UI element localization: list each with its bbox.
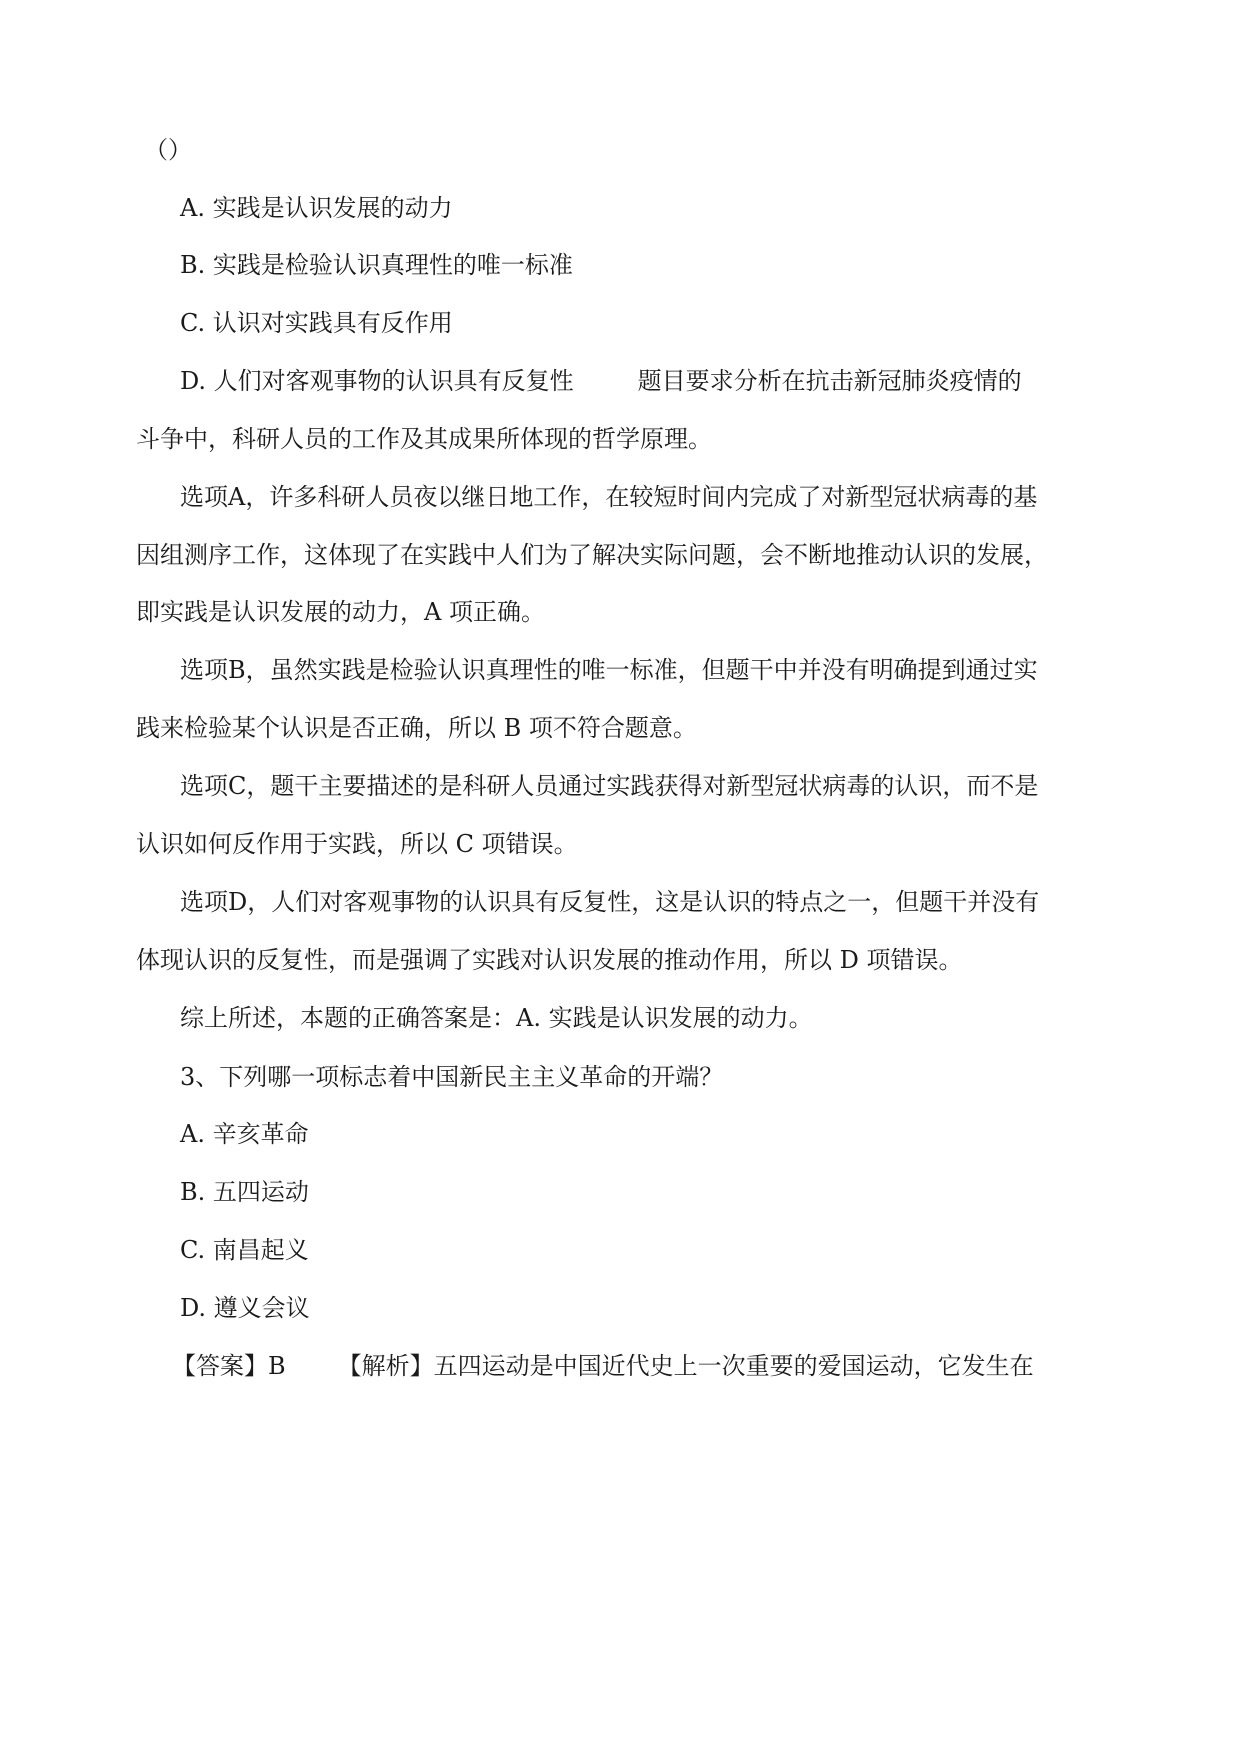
q3-option-c: C. 南昌起义 — [180, 1236, 309, 1264]
q2-option-d: D. 人们对客观事物的认识具有反复性 — [180, 367, 574, 395]
q2-analysis-b-1: 选项B，虽然实践是检验认识真理性的唯一标准，但题干中并没有明确提到通过实 — [180, 656, 1038, 684]
q2-analysis-c-2: 认识如何反作用于实践，所以 C 项错误。 — [136, 830, 578, 858]
q2-analysis-c-1: 选项C，题干主要描述的是科研人员通过实践获得对新型冠状病毒的认识，而不是 — [180, 772, 1039, 800]
q3-option-d: D. 遵义会议 — [180, 1294, 310, 1322]
q2-option-c: C. 认识对实践具有反作用 — [180, 309, 453, 337]
question-blank: （） — [144, 136, 192, 164]
q2-analysis-b-2: 践来检验某个认识是否正确，所以 B 项不符合题意。 — [136, 714, 697, 742]
q2-option-a: A. 实践是认识发展的动力 — [180, 194, 453, 222]
q2-analysis-intro-cont: 斗争中，科研人员的工作及其成果所体现的哲学原理。 — [136, 425, 712, 453]
q2-option-b: B. 实践是检验认识真理性的唯一标准 — [180, 251, 573, 279]
q3-option-a: A. 辛亥革命 — [180, 1120, 309, 1148]
q3-option-b: B. 五四运动 — [180, 1178, 309, 1206]
q2-analysis-a-3: 即实践是认识发展的动力，A 项正确。 — [136, 598, 545, 626]
q3-answer: 【答案】B — [172, 1352, 286, 1380]
q3-analysis: 【解析】五四运动是中国近代史上一次重要的爱国运动，它发生在 — [337, 1352, 1034, 1380]
q3-question: 3、下列哪一项标志着中国新民主主义革命的开端？ — [180, 1063, 724, 1091]
q2-analysis-a-1: 选项A，许多科研人员夜以继日地工作，在较短时间内完成了对新型冠状病毒的基 — [180, 483, 1038, 511]
q2-analysis-d-2: 体现认识的反复性，而是强调了实践对认识发展的推动作用，所以 D 项错误。 — [136, 946, 963, 974]
q2-conclusion: 综上所述，本题的正确答案是：A. 实践是认识发展的动力。 — [180, 1004, 813, 1032]
q2-option-d-line — [180, 365, 1022, 397]
q3-answer-line — [172, 1350, 1034, 1382]
q2-analysis-intro: 题目要求分析在抗击新冠肺炎疫情的 — [637, 367, 1022, 395]
q2-analysis-d-1: 选项D，人们对客观事物的认识具有反复性，这是认识的特点之一，但题干并没有 — [180, 888, 1040, 916]
q2-analysis-a-2: 因组测序工作，这体现了在实践中人们为了解决实际问题，会不断地推动认识的发展， — [136, 541, 1048, 569]
